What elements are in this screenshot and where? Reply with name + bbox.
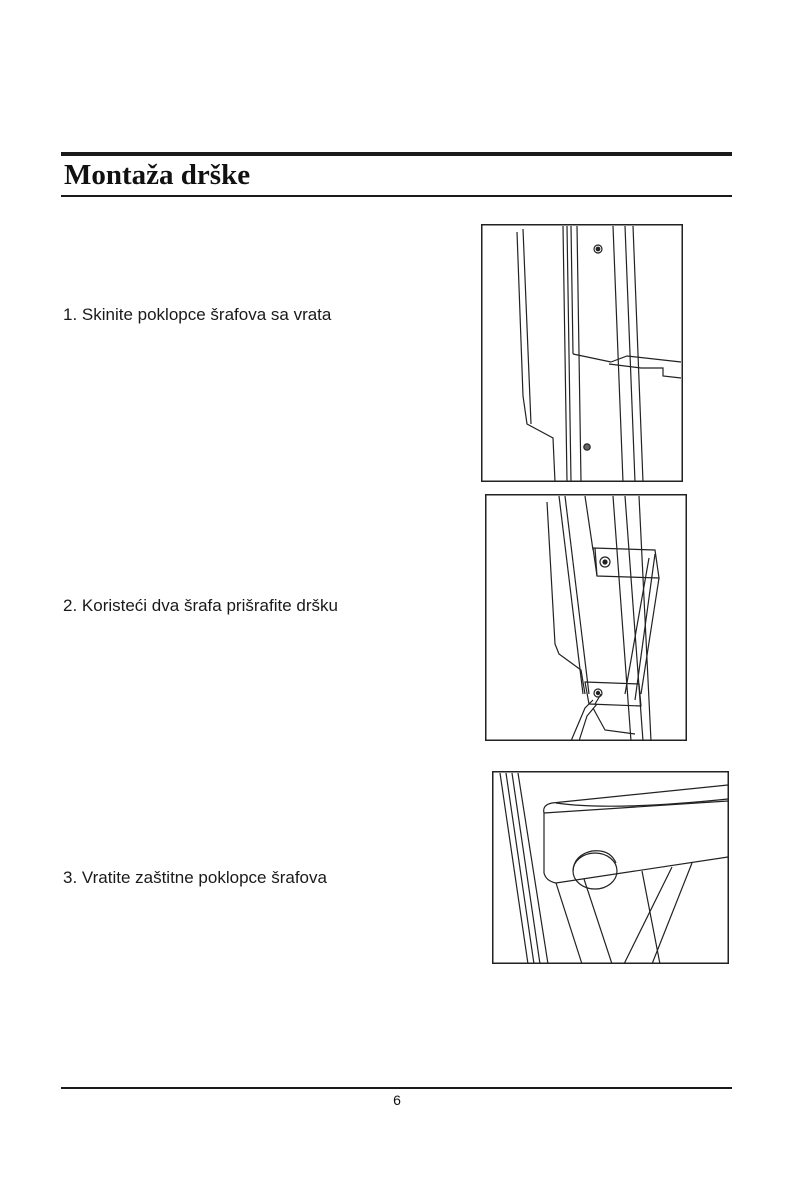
page-number: 6 [393, 1092, 401, 1108]
attach-handle-illustration [485, 494, 687, 741]
replace-screw-covers-illustration [492, 771, 729, 964]
page-title: Montaža drške [64, 159, 251, 191]
step-1-text: 1. Skinite poklopce šrafova sa vrata [63, 305, 332, 324]
step-2-text: 2. Koristeći dva šrafa prišrafite dršku [63, 596, 338, 615]
title-underline [61, 195, 732, 197]
footer-rule [61, 1087, 732, 1089]
step-3-text: 3. Vratite zaštitne poklopce šrafova [63, 868, 327, 887]
remove-screw-covers-illustration [481, 224, 683, 482]
